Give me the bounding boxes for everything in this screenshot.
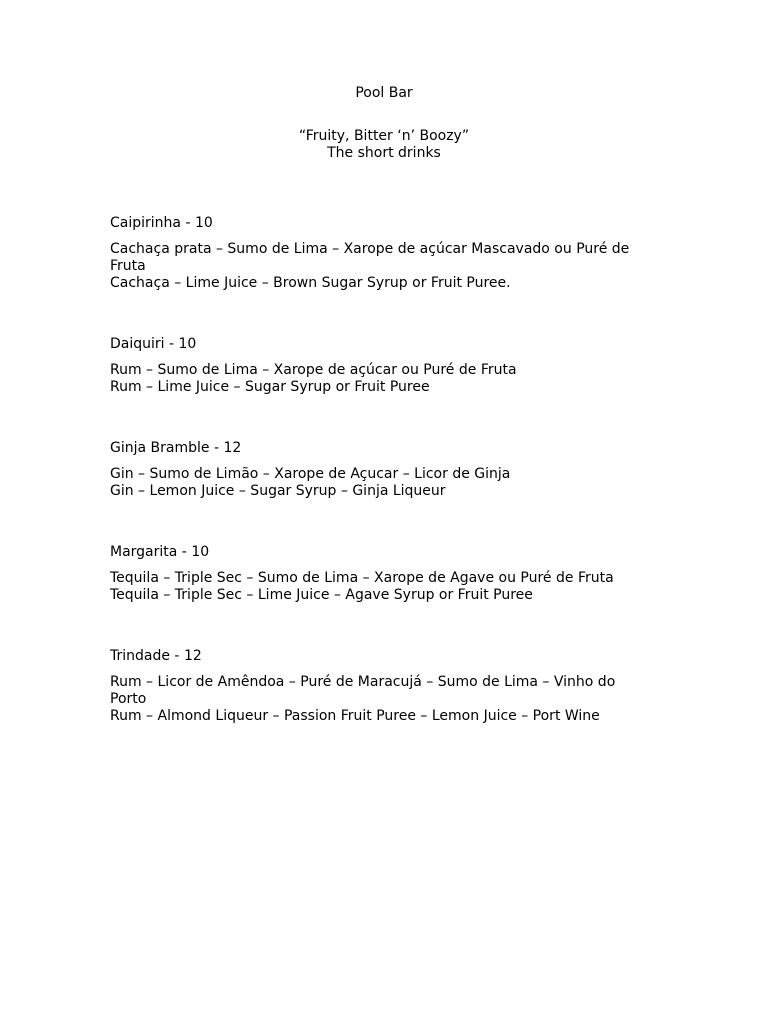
- page-title: Pool Bar: [355, 85, 413, 101]
- drink-name: Ginja Bramble: [110, 440, 210, 456]
- ingredients-english: Tequila – Triple Sec – Lime Juice – Agave Syrup or Fruit Puree: [110, 587, 533, 603]
- drink-price: 12: [183, 648, 202, 664]
- ingredients-english: Gin – Lemon Juice – Sugar Syrup – Ginja Liqueur: [110, 483, 446, 499]
- ingredients-portuguese: Rum – Licor de Amêndoa – Puré de Maracujá – Sumo de Lima – Vinho do Porto: [110, 674, 616, 707]
- drink-item-daiquiri: [110, 336, 650, 396]
- drink-item-caipirinha: [110, 215, 650, 292]
- drink-heading: Caipirinha - 10: [110, 215, 213, 231]
- drink-heading: Ginja Bramble - 12: [110, 440, 242, 456]
- ingredients-portuguese: Cachaça prata – Sumo de Lima – Xarope de açúcar Mascavado ou Puré de Fruta: [110, 241, 630, 274]
- drink-name: Margarita: [110, 544, 178, 560]
- ingredients-portuguese: Gin – Sumo de Limão – Xarope de Açucar – Licor de Ginja: [110, 466, 511, 482]
- drinks-list: [110, 215, 650, 769]
- ingredients-english: Cachaça – Lime Juice – Brown Sugar Syrup or Fruit Puree.: [110, 275, 511, 291]
- drink-price: 10: [191, 544, 210, 560]
- drink-heading: Margarita - 10: [110, 544, 210, 560]
- drink-price: 10: [178, 336, 197, 352]
- drink-price: 12: [223, 440, 242, 456]
- drink-name: Caipirinha: [110, 215, 181, 231]
- ingredients-english: Rum – Lime Juice – Sugar Syrup or Fruit Puree: [110, 379, 430, 395]
- ingredients-portuguese: Tequila – Triple Sec – Sumo de Lima – Xarope de Agave ou Puré de Fruta: [110, 570, 614, 586]
- section-heading: The short drinks: [327, 145, 441, 161]
- ingredients-portuguese: Rum – Sumo de Lima – Xarope de açúcar ou Puré de Fruta: [110, 362, 517, 378]
- drink-item-ginja-bramble: [110, 440, 650, 500]
- drink-item-margarita: [110, 544, 650, 604]
- drink-heading: Daiquiri - 10: [110, 336, 197, 352]
- menu-subtitle: “Fruity, Bitter ‘n’ Boozy”: [298, 128, 470, 144]
- drink-price: 10: [194, 215, 213, 231]
- drink-item-trindade: [110, 648, 650, 725]
- ingredients-english: Rum – Almond Liqueur – Passion Fruit Puree – Lemon Juice – Port Wine: [110, 708, 600, 724]
- drink-heading: Trindade - 12: [110, 648, 202, 664]
- drink-name: Trindade: [110, 648, 170, 664]
- drink-name: Daiquiri: [110, 336, 165, 352]
